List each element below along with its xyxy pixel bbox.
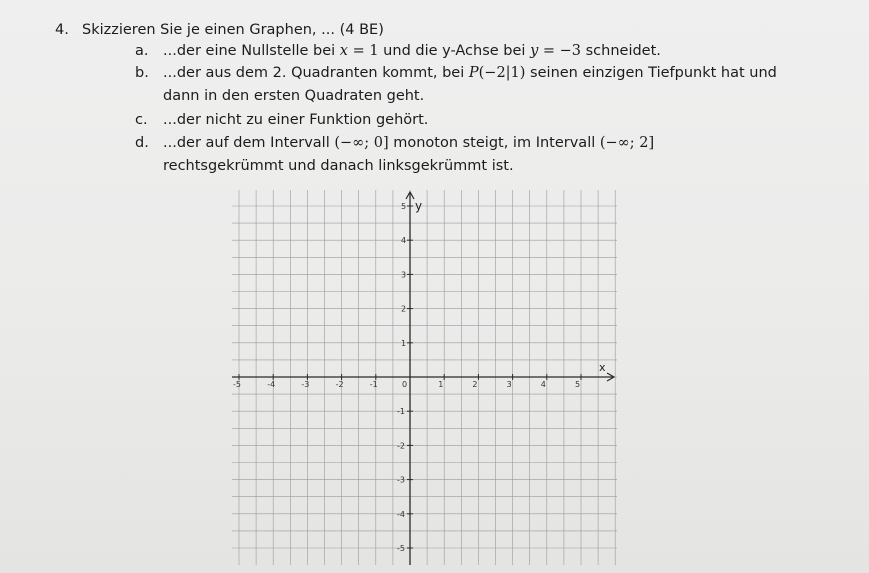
y-axis-label: y [415,199,423,213]
y-tick-label: -5 [397,544,405,553]
x-tick-label: 3 [506,380,512,389]
x-tick-label: 1 [438,380,444,389]
item-d-letter: d. [135,135,149,151]
item-a-text: ...der eine Nullstelle bei x = 1 und die y-Achse bei y = −3 schneidet. [163,43,661,59]
x-tick-label: -1 [369,380,378,389]
x-tick-label: 4 [540,380,546,389]
item-b-line1: ...der aus dem 2. Quadranten kommt, bei P(−2|1) seinen einzigen Tiefpunkt hat und [163,65,777,81]
item-a-letter: a. [135,43,149,59]
coordinate-system [232,190,617,565]
y-tick-label: -1 [397,407,405,417]
x-tick-label: 5 [575,380,581,389]
x-axis-label: x [599,361,606,374]
x-tick-label: -5 [233,380,241,389]
y-tick-label: -2 [397,441,405,451]
task-title: Skizzieren Sie je einen Graphen, ... (4 BE) [82,22,384,38]
y-tick-label: 5 [401,202,407,211]
coordinate-grid [232,190,617,565]
item-c-text: ...der nicht zu einer Funktion gehört. [163,112,429,128]
task-number: 4. [55,22,69,38]
x-tick-label: 2 [472,380,478,389]
y-tick-label: -3 [397,475,405,485]
x-tick-label: 0 [402,380,408,389]
y-tick-label: 4 [401,236,407,246]
item-c-letter: c. [135,112,148,128]
item-d-line1: ...der auf dem Intervall (−∞; 0] monoton steigt, im Intervall (−∞; 2] [163,135,655,151]
y-tick-label: 2 [401,304,407,314]
item-b-letter: b. [135,65,149,81]
item-d-line2: rechtsgekrümmt und danach linksgekrümmt ist. [163,158,514,174]
axes [232,192,614,565]
x-tick-label: -4 [267,380,276,389]
y-tick-label: 3 [401,270,407,280]
tick-labels [233,199,606,553]
x-tick-label: -2 [335,380,344,389]
y-tick-label: -4 [397,509,405,519]
item-b-line2: dann in den ersten Quadraten geht. [163,88,425,104]
x-tick-label: -3 [301,380,310,389]
y-tick-label: 1 [401,338,407,348]
